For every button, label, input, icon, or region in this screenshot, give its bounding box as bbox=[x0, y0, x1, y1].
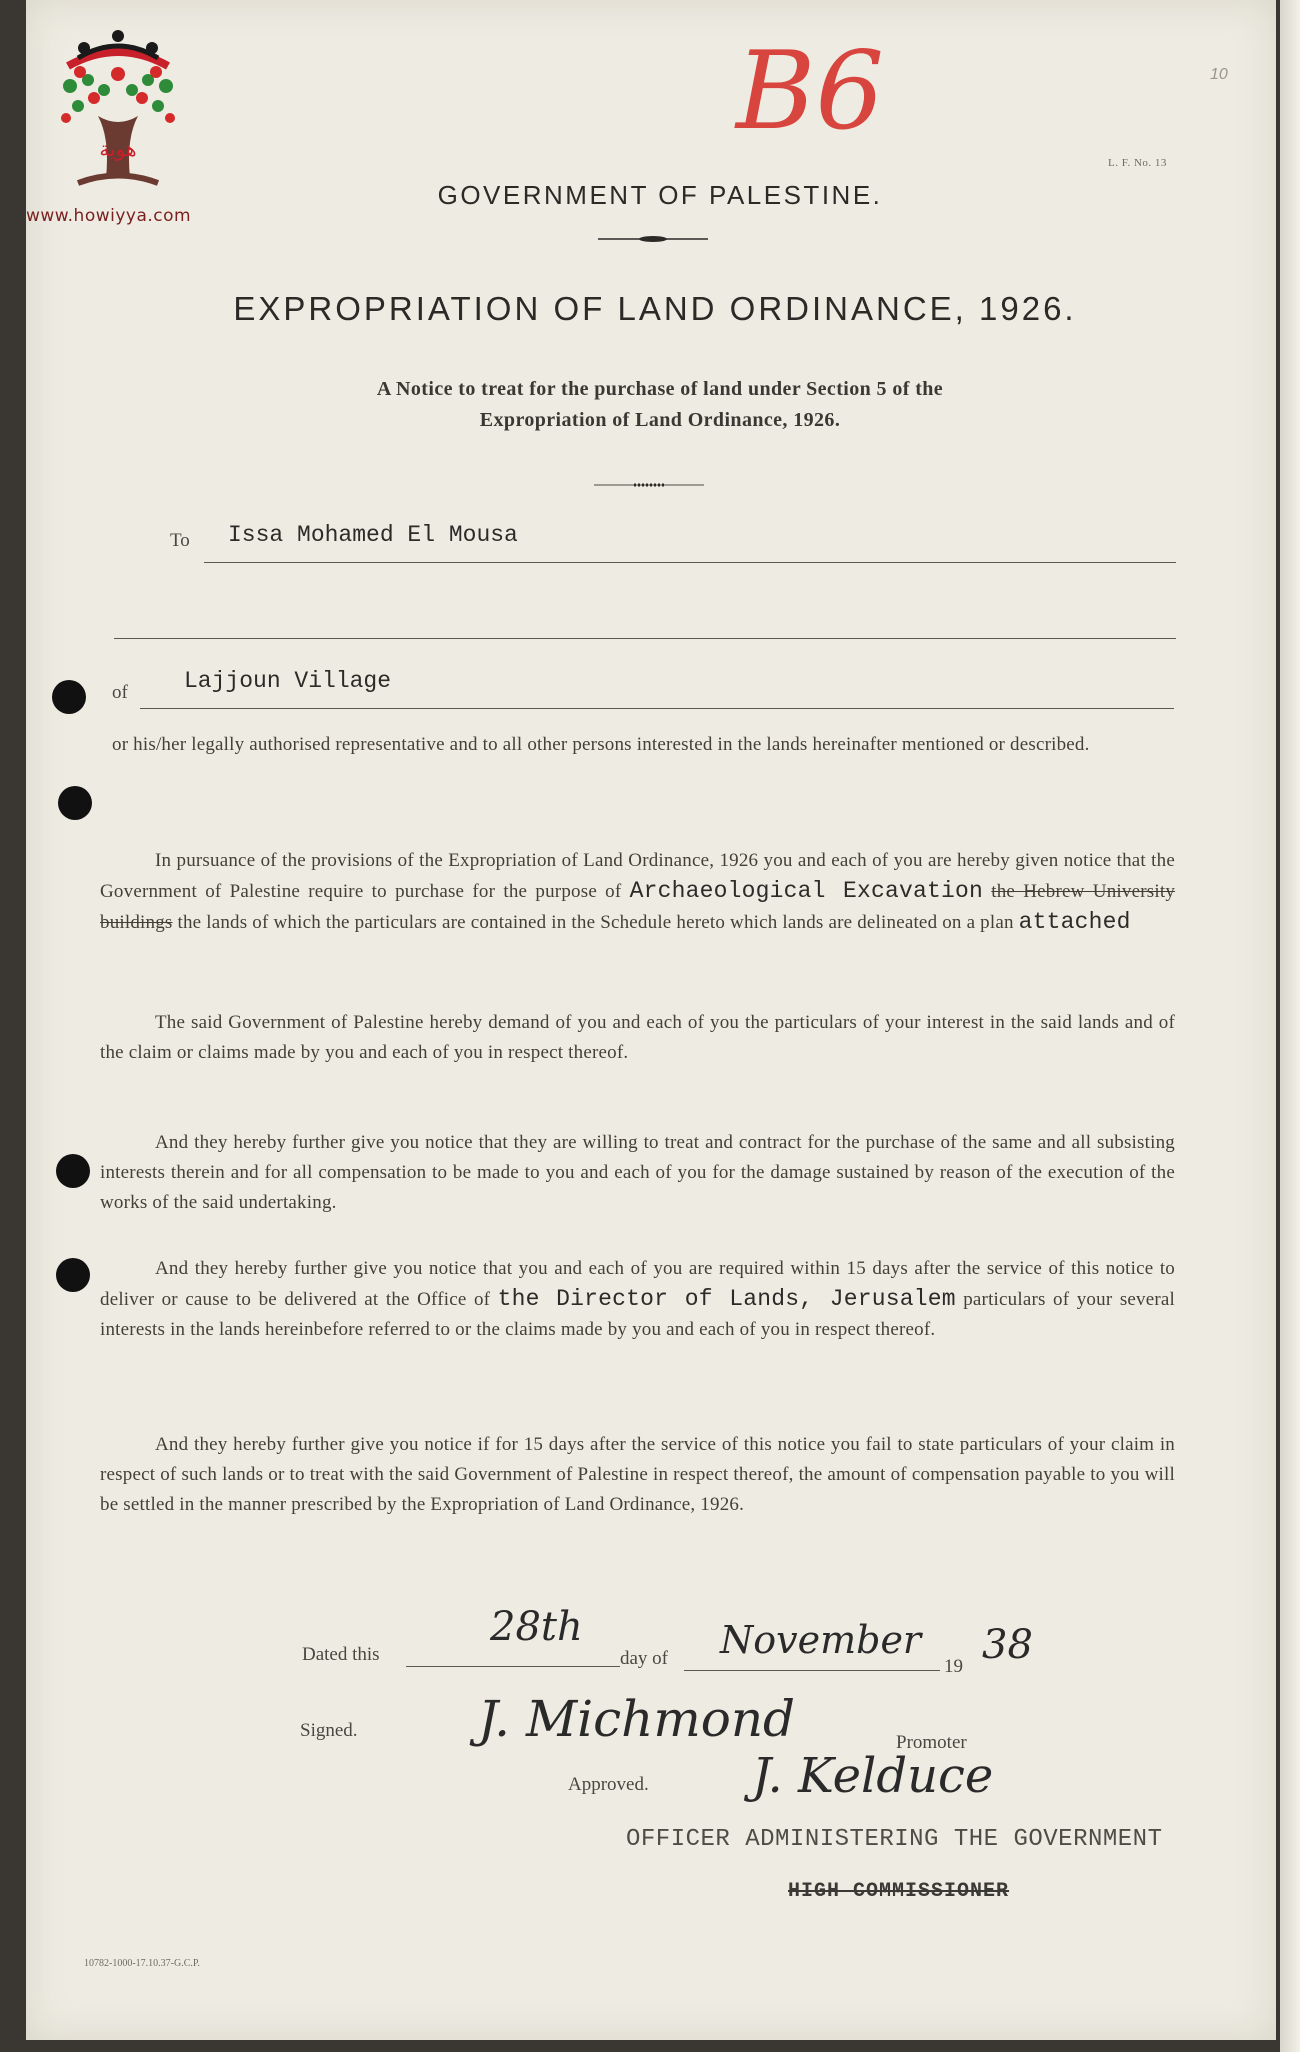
p3-text: And they hereby further give you notice that they are willing to treat and contract for the purchase of the same and all subsisting interests therein and for all compensation to be made to you and each of you for the damage sustained by reason of the execution of the works of the said undertaking. bbox=[100, 1132, 1175, 1213]
corner-number: 10 bbox=[1210, 66, 1228, 83]
day-handwritten: 28th bbox=[490, 1604, 583, 1650]
paragraph-demand-particulars bbox=[100, 1008, 1175, 1068]
form-number: L. F. No. 13 bbox=[1108, 157, 1167, 169]
watermark-url: www.howiyya.com bbox=[26, 206, 192, 226]
struck-title bbox=[788, 1880, 1009, 1903]
approved-label: Approved. bbox=[568, 1774, 649, 1795]
ornament-divider bbox=[598, 234, 708, 244]
print-code: 10782-1000-17.10.37-G.C.P. bbox=[84, 1958, 200, 1969]
paragraph-willing-to-treat bbox=[100, 1128, 1175, 1218]
approval-signature: J. Kelduce bbox=[752, 1748, 994, 1804]
subtitle-line-1: A Notice to treat for the purchase of land under Section 5 of the bbox=[376, 378, 944, 400]
p1-text-after: the lands of which the particulars are contained in the Schedule hereto which lands are delineated on a plan bbox=[177, 912, 1014, 933]
p4-text-after: particulars of your several interests in the lands hereinbefore referred to or the claims made by you and each of you in respect thereof. bbox=[100, 1289, 1176, 1340]
logo-arabic-text: هوية bbox=[99, 139, 137, 161]
ordinance-title: EXPROPRIATION OF LAND ORDINANCE, 1926. bbox=[233, 290, 1077, 327]
binder-hole bbox=[56, 1258, 90, 1292]
blank-line bbox=[114, 638, 1176, 639]
p2-text: The said Government of Palestine hereby demand of you and each of you the particulars of your interest in the said lands and of the claim or claims made by you and each of you in respect thereof. bbox=[100, 1012, 1175, 1063]
representative-text: or his/her legally authorised representative and to all other persons interested in the lands hereinafter mentioned or described. bbox=[112, 734, 1090, 755]
dated-label: Dated this bbox=[302, 1644, 380, 1665]
addressee-place: Lajjoun Village bbox=[184, 668, 392, 694]
paragraph-compensation bbox=[100, 1430, 1175, 1520]
office-filled: the Director of Lands, Jerusalem bbox=[497, 1286, 956, 1312]
p4-text-before: And they hereby further give you notice that you and each of you are required within 15 days after the service of this notice to deliver or cause to be delivered at the Office of bbox=[100, 1258, 1175, 1310]
paragraph-deliver-particulars bbox=[100, 1254, 1175, 1345]
to-underline bbox=[204, 562, 1176, 563]
year-handwritten: 38 bbox=[982, 1622, 1033, 1668]
handwritten-code-text: B6 bbox=[735, 29, 885, 148]
howiyya-logo bbox=[48, 28, 188, 198]
handwritten-code bbox=[680, 28, 940, 148]
purpose-struck: the Hebrew University buildings bbox=[100, 881, 1176, 933]
paragraph-purchase-notice bbox=[100, 846, 1175, 938]
dotted-divider bbox=[594, 480, 704, 490]
of-underline bbox=[140, 708, 1174, 709]
binder-hole bbox=[58, 786, 92, 820]
binder-hole bbox=[56, 1154, 90, 1188]
notice-subtitle bbox=[240, 374, 1080, 436]
year-prefix: 19 bbox=[944, 1656, 963, 1677]
high-commissioner-struck: HIGH COMMISSIONER bbox=[788, 1880, 1010, 1903]
subtitle-line-2: Expropriation of Land Ordinance, 1926. bbox=[479, 409, 841, 431]
month-underline bbox=[684, 1670, 940, 1671]
month-handwritten: November bbox=[720, 1618, 922, 1662]
addressee-name: Issa Mohamed El Mousa bbox=[228, 522, 518, 548]
government-heading: GOVERNMENT OF PALESTINE. bbox=[437, 180, 883, 210]
binder-hole bbox=[52, 680, 86, 714]
plan-filled: attached bbox=[1018, 909, 1131, 935]
promoter-label: Promoter bbox=[896, 1732, 967, 1753]
purpose-filled: Archaeological Excavation bbox=[629, 878, 983, 904]
day-underline bbox=[406, 1666, 620, 1667]
p5-text: And they hereby further give you notice if for 15 days after the service of this notice you fail to state particulars of your claim in respect of such lands or to treat with the said Government of Palestine in respect thereof, the amount of compensation payable to you will be settled in the manner prescribed by the Expropriation of Land Ordinance, 1926. bbox=[100, 1434, 1175, 1515]
officer-title: OFFICER ADMINISTERING THE GOVERNMENT bbox=[626, 1826, 1163, 1853]
promoter-signature: J. Michmond bbox=[478, 1690, 796, 1748]
p1-text-before: In pursuance of the provisions of the Expropriation of Land Ordinance, 1926 you and each of you are hereby given notice that the Government of Palestine require to purchase for the purpose of bbox=[100, 850, 1175, 902]
page-edge bbox=[1280, 0, 1300, 2052]
to-label: To bbox=[170, 530, 190, 551]
signed-label: Signed. bbox=[300, 1720, 358, 1741]
day-of-label: day of bbox=[620, 1648, 669, 1669]
of-label: of bbox=[112, 682, 128, 703]
